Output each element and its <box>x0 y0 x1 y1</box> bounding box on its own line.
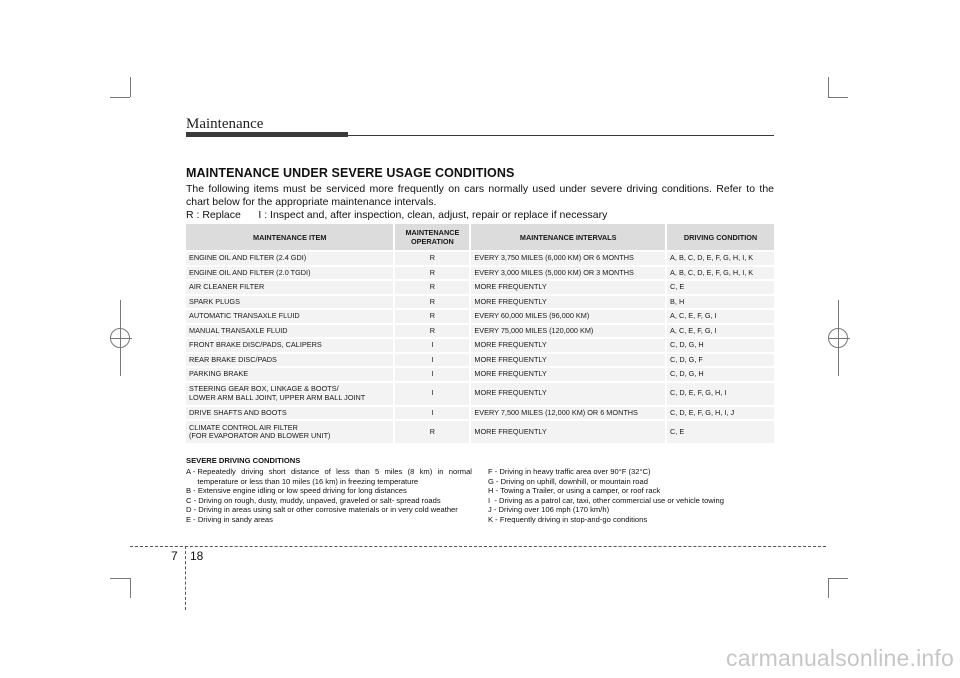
header-rule <box>186 132 348 137</box>
condition-text: Driving as a patrol car, taxi, other commercial use or vehicle towing <box>498 495 724 505</box>
condition-item <box>488 467 774 477</box>
cell-operation: R <box>395 419 471 443</box>
cell-condition: C, D, E, F, G, H, I, J <box>667 405 774 420</box>
condition-item <box>488 477 774 487</box>
cell-interval: EVERY 3,000 MILES (5,000 KM) OR 3 MONTHS <box>471 265 667 280</box>
crop-mark <box>130 578 131 598</box>
condition-letter: H - <box>488 486 501 496</box>
condition-item <box>186 467 472 486</box>
cell-operation: I <box>395 405 471 420</box>
cell-interval: EVERY 7,500 MILES (12,000 KM) OR 6 MONTHS <box>471 405 667 420</box>
cell-interval: EVERY 60,000 MILES (96,000 KM) <box>471 308 667 323</box>
condition-letter: C - <box>186 495 199 505</box>
table-row <box>186 294 774 309</box>
cell-item: PARKING BRAKE <box>186 366 395 381</box>
table-row <box>186 265 774 280</box>
condition-text: Driving on uphill, downhill, or mountain road <box>500 476 648 486</box>
cell-operation: R <box>395 308 471 323</box>
cell-item: FRONT BRAKE DISC/PADS, CALIPERS <box>186 337 395 352</box>
condition-letter: J - <box>488 505 499 515</box>
cell-condition: A, C, E, F, G, I <box>667 308 774 323</box>
condition-item <box>488 486 774 496</box>
section-title: Maintenance <box>186 116 264 132</box>
cell-interval: MORE FREQUENTLY <box>471 294 667 309</box>
table-header-row <box>186 224 774 250</box>
table-row <box>186 381 774 405</box>
cell-condition: C, E <box>667 419 774 443</box>
condition-item <box>488 505 774 515</box>
crop-mark <box>828 578 848 579</box>
condition-item <box>488 496 774 506</box>
cell-operation: I <box>395 337 471 352</box>
cell-operation: R <box>395 250 471 265</box>
page-heading: MAINTENANCE UNDER SEVERE USAGE CONDITIONS <box>186 166 515 180</box>
cell-condition: C, D, E, F, G, H, I <box>667 381 774 405</box>
cell-operation: R <box>395 323 471 338</box>
condition-letter: A - <box>186 467 198 476</box>
cell-operation: I <box>395 381 471 405</box>
conditions-title: SEVERE DRIVING CONDITIONS <box>186 456 301 465</box>
crop-mark <box>828 77 829 97</box>
table-row <box>186 323 774 338</box>
condition-item <box>488 515 774 525</box>
table-row <box>186 419 774 443</box>
crop-mark <box>110 97 130 98</box>
condition-text: Driving over 106 mph (170 km/h) <box>498 505 610 515</box>
condition-text: Driving in areas using salt or other corrosive materials or in very cold weather <box>198 505 458 515</box>
crop-mark <box>828 578 829 598</box>
cell-interval: MORE FREQUENTLY <box>471 337 667 352</box>
condition-text: Driving on rough, dusty, muddy, unpaved, graveled or salt- spread roads <box>198 495 441 505</box>
cell-interval: MORE FREQUENTLY <box>471 279 667 294</box>
cell-item: AUTOMATIC TRANSAXLE FLUID <box>186 308 395 323</box>
column-header-item: MAINTENANCE ITEM <box>186 224 395 250</box>
crop-mark <box>130 77 131 97</box>
footer-divider <box>185 546 186 610</box>
cell-operation: R <box>395 265 471 280</box>
watermark: carmanualsonline.info <box>726 645 954 671</box>
condition-letter: I - <box>488 495 499 505</box>
table-row <box>186 250 774 265</box>
footer-rule <box>130 546 826 547</box>
cell-item: ENGINE OIL AND FILTER (2.0 TGDI) <box>186 265 395 280</box>
cell-item: SPARK PLUGS <box>186 294 395 309</box>
cell-condition: A, B, C, D, E, F, G, H, I, K <box>667 250 774 265</box>
header-rule <box>348 135 774 136</box>
conditions-right-column <box>488 467 774 525</box>
page-number: 18 <box>190 549 204 563</box>
condition-item <box>186 515 472 525</box>
column-header-condition: DRIVING CONDITION <box>667 224 774 250</box>
cell-interval: EVERY 75,000 MILES (120,000 KM) <box>471 323 667 338</box>
cell-condition: C, D, G, H <box>667 337 774 352</box>
table-row <box>186 352 774 367</box>
table-row <box>186 405 774 420</box>
cell-item: AIR CLEANER FILTER <box>186 279 395 294</box>
condition-letter: G - <box>488 476 501 486</box>
crop-mark <box>828 97 848 98</box>
table-row <box>186 337 774 352</box>
cell-operation: I <box>395 366 471 381</box>
condition-letter: F - <box>488 467 500 476</box>
chapter-number: 7 <box>171 549 178 563</box>
table-row <box>186 308 774 323</box>
column-header-intervals: MAINTENANCE INTERVALS <box>471 224 667 250</box>
condition-item <box>186 486 472 496</box>
crop-mark <box>110 578 130 579</box>
cell-interval: EVERY 3,750 MILES (6,000 KM) OR 6 MONTHS <box>471 250 667 265</box>
cell-condition: A, B, C, D, E, F, G, H, I, K <box>667 265 774 280</box>
cell-condition: B, H <box>667 294 774 309</box>
condition-text: Towing a Trailer, or using a camper, or roof rack <box>500 486 661 496</box>
cell-condition: C, D, G, H <box>667 366 774 381</box>
condition-text: Frequently driving in stop-and-go conditions <box>499 514 648 524</box>
cell-condition: C, E <box>667 279 774 294</box>
conditions-left-column <box>186 467 472 525</box>
condition-letter: E - <box>186 514 198 524</box>
operation-legend: R : Replace I : Inspect and, after inspection, clean, adjust, repair or replace if necessary <box>186 209 608 221</box>
cell-item: CLIMATE CONTROL AIR FILTER (FOR EVAPORATOR AND BLOWER UNIT) <box>186 419 395 443</box>
cell-interval: MORE FREQUENTLY <box>471 419 667 443</box>
cell-operation: I <box>395 352 471 367</box>
condition-item <box>186 505 472 515</box>
cell-interval: MORE FREQUENTLY <box>471 352 667 367</box>
cell-item: ENGINE OIL AND FILTER (2.4 GDI) <box>186 250 395 265</box>
table-row <box>186 366 774 381</box>
cell-interval: MORE FREQUENTLY <box>471 381 667 405</box>
condition-letter: B - <box>186 486 198 496</box>
cell-condition: A, C, E, F, G, I <box>667 323 774 338</box>
column-header-operation: MAINTENANCE OPERATION <box>395 224 471 250</box>
condition-text: Extensive engine idling or low speed driving for long distances <box>197 486 407 496</box>
condition-letter: D - <box>186 505 199 515</box>
cell-operation: R <box>395 294 471 309</box>
condition-item <box>186 496 472 506</box>
table-row <box>186 279 774 294</box>
condition-text: Repeatedly driving short distance of less than 5 miles (8 km) in normal temperature or less than 10 miles (16 km) in freezing temperature <box>197 467 472 486</box>
intro-paragraph: The following items must be serviced more frequently on cars normally used under severe driving conditions. Refer to the chart below for the appropriate maintenance intervals. <box>186 183 774 208</box>
cell-item: REAR BRAKE DISC/PADS <box>186 352 395 367</box>
cell-operation: R <box>395 279 471 294</box>
cell-condition: C, D, G, F <box>667 352 774 367</box>
cell-item: MANUAL TRANSAXLE FLUID <box>186 323 395 338</box>
condition-text: Driving in sandy areas <box>197 514 273 524</box>
cell-item: DRIVE SHAFTS AND BOOTS <box>186 405 395 420</box>
cell-interval: MORE FREQUENTLY <box>471 366 667 381</box>
cell-item: STEERING GEAR BOX, LINKAGE & BOOTS/ LOWER ARM BALL JOINT, UPPER ARM BALL JOINT <box>186 381 395 405</box>
maintenance-table <box>186 224 774 443</box>
condition-text: Driving in heavy traffic area over 90°F (32°C) <box>499 467 651 476</box>
condition-letter: K - <box>488 514 500 524</box>
